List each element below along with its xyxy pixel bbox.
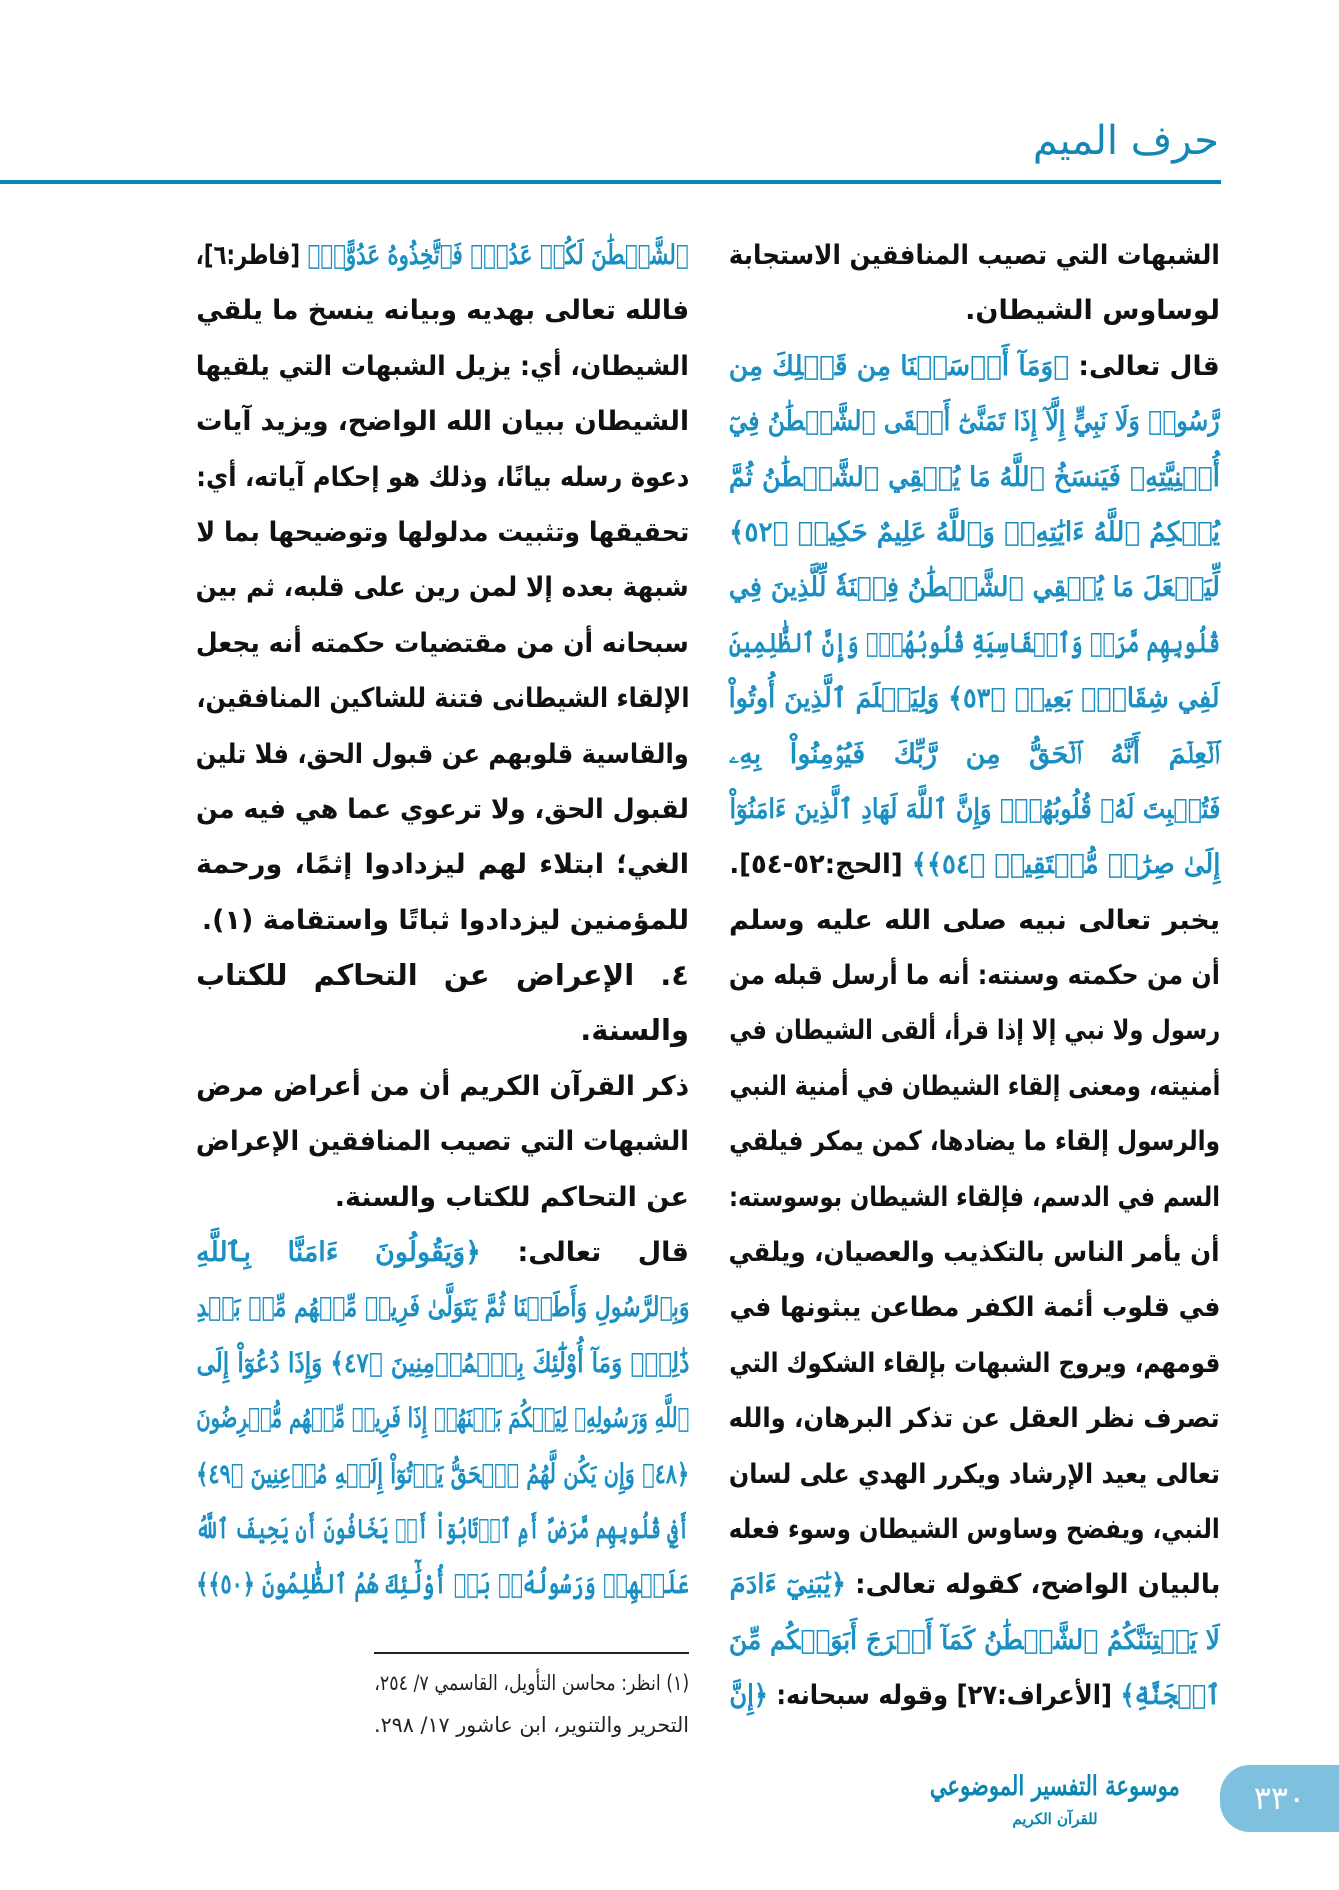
body-text: الشيطان ببيان الله الواضح، ويزيد آيات xyxy=(196,406,689,438)
quran-verse-text: ٱلشَّيۡطَٰنَ لَكُمۡ عَدُوّٞ فَٱتَّخِذُوهُ عَدُوًّاۚ﴾ xyxy=(307,240,689,271)
body-text: والرسول إلقاء ما يضادها، كمن يمكر فيلقي xyxy=(729,1126,1220,1158)
body-text: [فاطر:٦]، xyxy=(196,240,308,271)
text-line xyxy=(196,727,689,782)
body-text: [الأعراف:٢٧] وقوله سبحانه: xyxy=(767,1680,1121,1712)
text-line xyxy=(729,948,1220,1003)
body-text: السم في الدسم، فإلقاء الشيطان بوسوسته: xyxy=(729,1181,1220,1213)
text-line xyxy=(196,560,689,615)
text-line xyxy=(729,560,1220,615)
quran-verse-text: لَا يَفۡتِنَنَّكُمُ ٱلشَّيۡطَٰنُ كَمَآ أَخۡرَجَ أَبَوَيۡكُم مِّنَ xyxy=(729,1624,1220,1656)
quran-verse-text: ٱلۡعِلۡمَ أَنَّهُ ٱلۡحَقُّ مِن رَّبِّكَ فَيُؤۡمِنُواْ بِهِۦ xyxy=(729,738,1220,770)
quran-verse-text: إِلَىٰ صِرَٰطٖ مُّسۡتَقِيمٖ ﴿٥٤﴾﴾ xyxy=(911,849,1220,881)
body-text: تحقيقها وتثبيت مدلولها وتوضيحها بما لا xyxy=(196,516,689,548)
quran-verse-text: يُحۡكِمُ ٱللَّهُ ءَايَٰتِهِۦۗ وَٱللَّهُ عَلِيمٌ حَكِيمٞ ﴿٥٢﴾ xyxy=(729,516,1220,548)
quran-verse-text: أُمۡنِيَّتِهِۦ فَيَنسَخُ ٱللَّهُ مَا يُلۡقِي ٱلشَّيۡطَٰنُ ثُمَّ xyxy=(729,461,1220,493)
quran-verse-text: ﴿وَمَآ أَرۡسَلۡنَا مِن قَبۡلِكَ مِن xyxy=(729,350,1070,382)
text-line xyxy=(729,671,1220,726)
body-text: عن التحاكم للكتاب والسنة. xyxy=(334,1181,689,1213)
text-line xyxy=(729,1557,1220,1612)
quran-verse-text: فَتُخۡبِتَ لَهُۥ قُلُوبُهُمۡۗ وَإِنَّ ٱللَّهَ لَهَادِ ٱلَّذِينَ ءَامَنُوٓاْ xyxy=(729,793,1220,825)
body-text: قومهم، ويروج الشبهات بإلقاء الشكوك التي xyxy=(729,1347,1220,1379)
text-line xyxy=(729,228,1220,283)
body-text: قال تعالى: xyxy=(480,1237,689,1269)
text-line xyxy=(196,394,689,449)
chapter-title: حرف الميم xyxy=(1032,118,1219,164)
text-line xyxy=(196,1059,689,1114)
brand-title: موسوعة التفسير الموضوعي xyxy=(930,1771,1180,1802)
text-line xyxy=(729,1280,1220,1335)
section-heading-line xyxy=(196,948,689,1003)
quran-verse-text: وَبِٱلرَّسُولِ وَأَطَعۡنَا ثُمَّ يَتَوَلَّىٰ فَرِيقٞ مِّنۡهُم مِّنۢ بَعۡدِ xyxy=(195,1292,689,1324)
text-line xyxy=(729,1613,1220,1668)
text-line xyxy=(196,1502,689,1557)
text-line xyxy=(729,837,1220,892)
text-line xyxy=(729,339,1220,394)
text-line xyxy=(196,283,689,338)
body-text: دعوة رسله بيانًا، وذلك هو إحكام آياته، أي: xyxy=(196,461,689,493)
text-line xyxy=(729,1447,1220,1502)
text-line xyxy=(729,1502,1220,1557)
text-line xyxy=(196,505,689,560)
quran-verse-text: ٱلۡجَنَّةِ﴾ xyxy=(1120,1680,1220,1712)
quran-verse-text: لِّيَجۡعَلَ مَا يُلۡقِي ٱلشَّيۡطَٰنُ فِتۡنَةٗ لِّلَّذِينَ فِي xyxy=(729,572,1220,604)
text-line xyxy=(196,228,689,283)
body-text: بالبيان الواضح، كقوله تعالى: xyxy=(845,1569,1220,1601)
text-line xyxy=(196,1170,689,1225)
body-text: ذكر القرآن الكريم أن من أعراض مرض xyxy=(196,1070,689,1102)
quran-verse-text: ﴿وَيَقُولُونَ ءَامَنَّا بِٱللَّهِ xyxy=(196,1237,481,1269)
text-line xyxy=(729,893,1220,948)
body-text: لوساوس الشيطان. xyxy=(965,295,1220,327)
footnote-divider xyxy=(374,1652,689,1654)
body-text: النبي، ويفضح وساوس الشيطان وسوء فعله xyxy=(729,1513,1220,1545)
quran-verse-text: ٱللَّهِ وَرَسُولِهِۦ لِيَحۡكُمَ بَيۡنَهُمۡ إِذَا فَرِيقٞ مِّنۡهُم مُّعۡرِضُونَ xyxy=(196,1403,689,1435)
body-text: الشبهات التي تصيب المنافقين الإعراض xyxy=(196,1126,689,1158)
page-number-badge: ٣٣٠ xyxy=(1220,1765,1339,1832)
quran-verse-text: قُلُوبِهِم مَّرَضٞ وَٱلۡقَاسِيَةِ قُلُوبُهُمۡۗ وَإِنَّ ٱلظَّٰلِمِينَ xyxy=(729,627,1220,659)
body-text: قال تعالى: xyxy=(1069,350,1220,382)
quran-verse-text: ﴿يَٰبَنِيٓ ءَادَمَ xyxy=(729,1569,846,1601)
left-text-column xyxy=(196,228,689,1613)
body-text: لقبول الحق، ولا ترعوي عما هي فيه من xyxy=(196,793,689,825)
text-line xyxy=(196,1225,689,1280)
quran-verse-text: ﴿٤٨﴾ وَإِن يَكُن لَّهُمُ ٱلۡحَقُّ يَأۡتُوٓاْ إِلَيۡهِ مُذۡعِنِينَ ﴿٤٩﴾ xyxy=(196,1458,689,1490)
text-line xyxy=(196,1336,689,1391)
footnote-line: التحرير والتنوير، ابن عاشور ١٧/ ٢٩٨. xyxy=(374,1713,689,1737)
publication-logo xyxy=(930,1765,1180,1845)
text-line xyxy=(729,1225,1220,1280)
brand-subtitle: للقرآن الكريم xyxy=(1012,1810,1098,1828)
quran-verse-text: ﴿إِنَّ xyxy=(729,1680,768,1712)
header-divider xyxy=(0,180,1221,184)
quran-verse-text: رَّسُولٖ وَلَا نَبِيٍّ إِلَّآ إِذَا تَمَنَّىٰٓ أَلۡقَى ٱلشَّيۡطَٰنُ فِيٓ xyxy=(729,406,1220,438)
text-line xyxy=(196,339,689,394)
text-line xyxy=(196,837,689,892)
quran-verse-text: عَلَيۡهِمۡ وَرَسُولُهُۥۚ بَلۡ أُوْلَٰٓئِكَ هُمُ ٱلظَّٰلِمُونَ ﴿٥٠﴾﴾ xyxy=(196,1569,689,1601)
body-text: الشيطان، أي: يزيل الشبهات التي يلقيها xyxy=(196,350,689,382)
text-line xyxy=(196,671,689,726)
body-text: والسنة. xyxy=(580,1013,689,1048)
text-line xyxy=(729,782,1220,837)
body-text: الغي؛ ابتلاء لهم ليزدادوا إثمًا، ورحمة xyxy=(196,849,689,881)
text-line xyxy=(729,1170,1220,1225)
text-line xyxy=(196,450,689,505)
body-text: أن من حكمته وسنته: أنه ما أرسل قبله من xyxy=(729,960,1220,992)
body-text: رسول ولا نبي إلا إذا قرأ، ألقى الشيطان في xyxy=(729,1015,1220,1047)
body-text: في قلوب أئمة الكفر مطاعن يبثونها في xyxy=(729,1292,1220,1324)
text-line xyxy=(196,1280,689,1335)
body-text: سبحانه أن من مقتضيات حكمته أنه يجعل xyxy=(196,627,689,659)
body-text: ٤. الإعراض عن التحاكم للكتاب xyxy=(196,958,689,993)
quran-verse-text: ذَٰلِكَۚ وَمَآ أُوْلَٰٓئِكَ بِٱلۡمُؤۡمِنِينَ ﴿٤٧﴾ وَإِذَا دُعُوٓاْ إِلَى xyxy=(196,1347,689,1379)
text-line xyxy=(196,893,689,948)
text-line xyxy=(729,727,1220,782)
text-line xyxy=(729,450,1220,505)
body-text: الإلقاء الشيطانى فتنة للشاكين المنافقين، xyxy=(196,683,689,715)
text-line xyxy=(729,616,1220,671)
body-text: تعالى يعيد الإرشاد ويكرر الهدي على لسان xyxy=(729,1458,1220,1490)
text-line xyxy=(729,1059,1220,1114)
text-line xyxy=(729,1668,1220,1723)
body-text: تصرف نظر العقل عن تذكر البرهان، والله xyxy=(729,1403,1220,1435)
section-heading-line xyxy=(196,1003,689,1058)
body-text: للمؤمنين ليزدادوا ثباتًا واستقامة (١). xyxy=(201,904,689,936)
quran-verse-text: أَفِي قُلُوبِهِم مَّرَضٌ أَمِ ٱرۡتَابُوٓاْ أَمۡ يَخَافُونَ أَن يَحِيفَ ٱللَّهُ xyxy=(196,1513,689,1545)
text-line xyxy=(729,505,1220,560)
text-line xyxy=(196,1114,689,1169)
text-line xyxy=(729,394,1220,449)
body-text: الشبهات التي تصيب المنافقين الاستجابة xyxy=(729,240,1220,271)
body-text: فالله تعالى بهديه وبيانه ينسخ ما يلقي xyxy=(196,295,689,327)
body-text: والقاسية قلوبهم عن قبول الحق، فلا تلين xyxy=(196,738,689,770)
body-text: أن يأمر الناس بالتكذيب والعصيان، ويلقي xyxy=(729,1237,1220,1269)
text-line xyxy=(196,616,689,671)
footnote-line: (١) انظر: محاسن التأويل، القاسمي ٧/ ٢٥٤، xyxy=(374,1671,689,1695)
text-line xyxy=(729,1336,1220,1391)
footnote xyxy=(374,1662,689,1746)
body-text: أمنيته، ومعنى إلقاء الشيطان في أمنية النبي xyxy=(729,1070,1220,1102)
text-line xyxy=(196,1391,689,1446)
quran-verse-text: لَفِي شِقَاقِۭ بَعِيدٖ ﴿٥٣﴾ وَلِيَعۡلَمَ ٱلَّذِينَ أُوتُواْ xyxy=(729,683,1220,715)
body-text: شبهة بعده إلا لمن رين على قلبه، ثم بين xyxy=(196,572,689,604)
text-line xyxy=(729,1114,1220,1169)
body-text: يخبر تعالى نبيه صلى الله عليه وسلم xyxy=(729,904,1220,936)
text-line xyxy=(729,283,1220,338)
text-line xyxy=(729,1391,1220,1446)
text-line xyxy=(196,1447,689,1502)
text-line xyxy=(196,1557,689,1612)
right-text-column xyxy=(729,228,1220,1724)
text-line xyxy=(729,1003,1220,1058)
text-line xyxy=(196,782,689,837)
body-text: [الحج:٥٢-٥٤]. xyxy=(729,849,912,881)
